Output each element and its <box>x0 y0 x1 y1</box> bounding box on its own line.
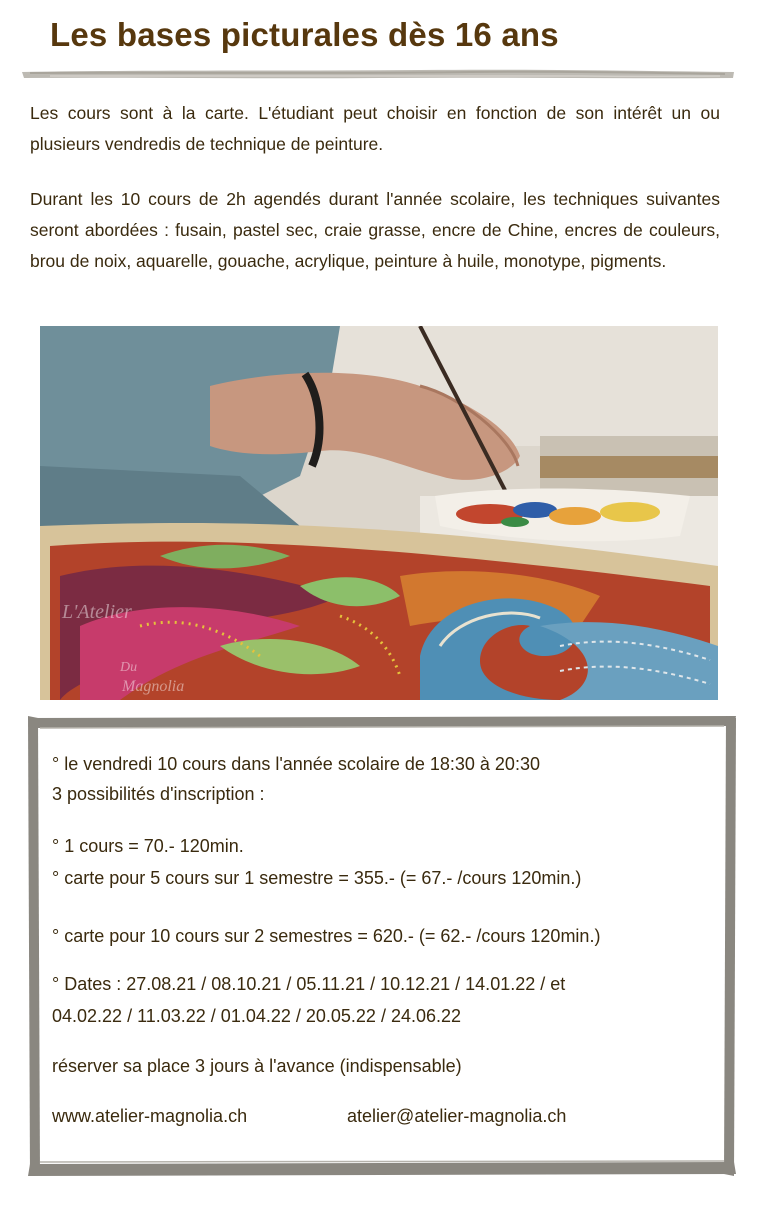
title-underline-brush <box>20 66 736 82</box>
intro-paragraph-2: Durant les 10 cours de 2h agendés durant l'année scolaire, les techniques suivantes seront abordées : fusain, pastel sec, craie grasse, encre de Chine, encres de couleurs, brou de noix, aquarelle, gouache, acrylique, peinture à huile, monotype, pigments. <box>30 189 720 271</box>
email-link[interactable]: atelier@atelier-magnolia.ch <box>347 1106 567 1126</box>
options-intro: 3 possibilités d'inscription : <box>52 784 265 804</box>
dates-line-1: ° Dates : 27.08.21 / 08.10.21 / 05.11.21 / 10.12.21 / 14.01.22 / et <box>52 974 566 994</box>
info-box <box>28 716 736 1176</box>
svg-text:Du: Du <box>120 660 138 675</box>
price-card-10-courses: ° carte pour 10 cours sur 2 semestres = 620.- (= 62.- /cours 120min.) <box>52 926 601 946</box>
page-title: Les bases picturales dès 16 ans <box>50 16 559 53</box>
price-card-5-courses: ° carte pour 5 cours sur 1 semestre = 355.- (= 67.- /cours 120min.) <box>52 868 582 888</box>
intro-paragraph-1: Les cours sont à la carte. L'étudiant peut choisir en fonction de son intérêt un ou plusieurs vendredis de technique de peinture. <box>30 103 720 154</box>
reservation-note: réserver sa place 3 jours à l'avance (indispensable) <box>52 1056 462 1076</box>
website-link[interactable]: www.atelier-magnolia.ch <box>52 1106 248 1126</box>
price-single-course: ° 1 cours = 70.- 120min. <box>52 836 244 856</box>
contact-row <box>52 1104 566 1128</box>
svg-text:L'Atelier: L'Atelier <box>62 601 132 623</box>
svg-text:Magnolia: Magnolia <box>122 678 185 695</box>
schedule-line: ° le vendredi 10 cours dans l'année scolaire de 18:30 à 20:30 <box>52 754 540 774</box>
painting-photo <box>40 326 718 700</box>
dates-line-2: 04.02.22 / 11.03.22 / 01.04.22 / 20.05.22 / 24.06.22 <box>52 1006 462 1026</box>
